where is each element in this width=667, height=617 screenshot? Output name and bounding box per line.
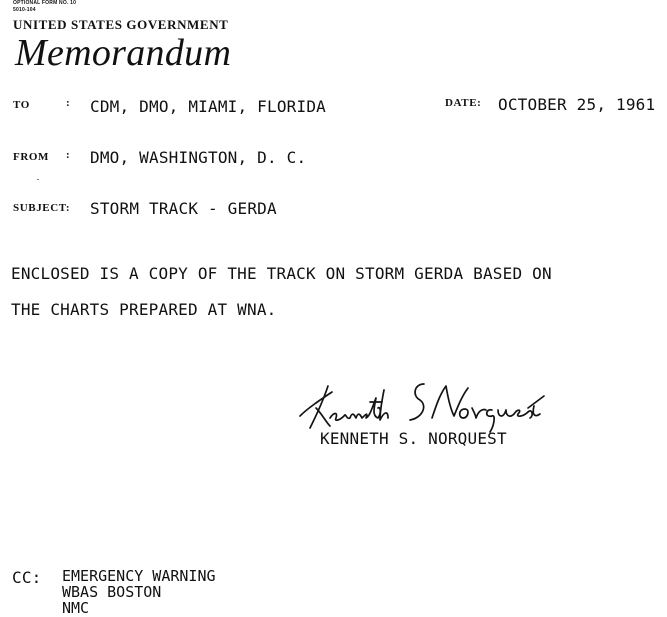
subject-value: STORM TRACK - GERDA: [90, 199, 277, 218]
subject-label: SUBJECT:: [13, 202, 71, 214]
to-value: CDM, DMO, MIAMI, FLORIDA: [90, 97, 326, 116]
cc-recipient: EMERGENCY WARNING: [62, 567, 216, 585]
form-code: 5010-104: [13, 7, 36, 13]
from-separator: :: [66, 149, 71, 161]
from-value: DMO, WASHINGTON, D. C.: [90, 148, 307, 167]
to-separator: :: [66, 97, 71, 109]
to-label: TO: [13, 99, 30, 111]
handwritten-signature: [296, 378, 546, 434]
typed-signature-name: KENNETH S. NORQUEST: [320, 429, 507, 448]
date-label: DATE:: [445, 97, 482, 109]
ink-speck: [37, 179, 39, 180]
from-label: FROM: [13, 151, 50, 163]
body-line-2: THE CHARTS PREPARED AT WNA.: [11, 300, 277, 319]
agency-heading: UNITED STATES GOVERNMENT: [13, 17, 229, 32]
cc-label: CC:: [12, 568, 42, 587]
cc-recipient: WBAS BOSTON: [62, 583, 162, 601]
form-number: OPTIONAL FORM NO. 10: [13, 0, 77, 6]
memorandum-title: Memorandum: [15, 32, 232, 74]
body-line-1: ENCLOSED IS A COPY OF THE TRACK ON STORM GERDA BASED ON: [11, 264, 552, 283]
date-value: OCTOBER 25, 1961: [498, 95, 656, 114]
cc-recipient: NMC: [62, 599, 90, 617]
